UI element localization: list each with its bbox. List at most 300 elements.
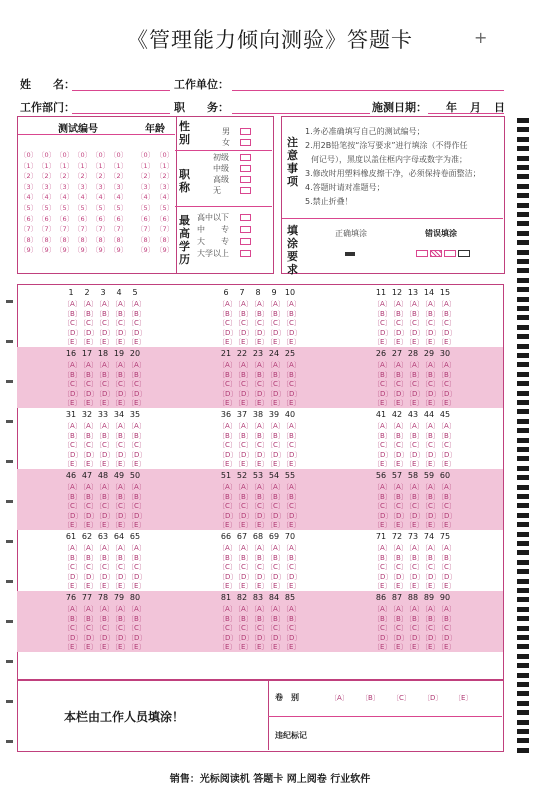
answer-bubble[interactable]: 〔B〕 (266, 492, 285, 501)
id-digit-bubble[interactable]: 〔8〕 (137, 235, 155, 244)
gender-male-box[interactable] (240, 128, 251, 135)
answer-bubble[interactable]: 〔C〕 (282, 624, 301, 633)
answer-bubble[interactable]: 〔A〕 (127, 361, 146, 369)
id-digit-bubble[interactable]: 〔6〕 (137, 214, 155, 223)
answer-bubble[interactable]: 〔B〕 (437, 431, 456, 440)
id-digit-bubble[interactable]: 〔3〕 (20, 182, 38, 191)
answer-bubble[interactable]: 〔C〕 (234, 563, 253, 572)
answer-bubble[interactable]: 〔D〕 (111, 633, 131, 642)
answer-bubble[interactable]: 〔C〕 (63, 380, 82, 389)
answer-bubble[interactable]: 〔D〕 (250, 572, 270, 581)
answer-bubble[interactable]: 〔C〕 (389, 380, 408, 389)
answer-bubble[interactable]: 〔E〕 (282, 338, 301, 347)
answer-bubble[interactable]: 〔A〕 (266, 605, 285, 613)
gender-female-box[interactable] (240, 139, 251, 146)
id-digit-bubble[interactable]: 〔9〕 (74, 246, 92, 255)
answer-bubble[interactable]: 〔B〕 (218, 309, 237, 318)
answer-bubble[interactable]: 〔C〕 (234, 502, 253, 511)
answer-bubble[interactable]: 〔C〕 (111, 502, 130, 511)
answer-bubble[interactable]: 〔C〕 (250, 502, 269, 511)
id-digit-bubble[interactable]: 〔1〕 (110, 161, 128, 170)
answer-bubble[interactable]: 〔A〕 (282, 544, 301, 552)
answer-bubble[interactable]: 〔B〕 (389, 553, 408, 562)
answer-bubble[interactable]: 〔D〕 (389, 572, 409, 581)
answer-bubble[interactable]: 〔C〕 (389, 563, 408, 572)
answer-bubble[interactable]: 〔D〕 (234, 328, 254, 337)
employer-field[interactable] (232, 90, 504, 91)
answer-bubble[interactable]: 〔C〕 (79, 563, 98, 572)
answer-bubble[interactable]: 〔C〕 (63, 441, 82, 450)
title-rank-box-3[interactable] (240, 176, 251, 183)
answer-bubble[interactable]: 〔E〕 (389, 399, 408, 408)
answer-bubble[interactable]: 〔D〕 (79, 328, 99, 337)
id-digit-bubble[interactable]: 〔2〕 (38, 172, 56, 181)
id-digit-bubble[interactable]: 〔2〕 (56, 172, 74, 181)
id-digit-bubble[interactable]: 〔4〕 (156, 193, 174, 202)
id-digit-bubble[interactable]: 〔7〕 (20, 225, 38, 234)
answer-bubble[interactable]: 〔D〕 (405, 633, 425, 642)
answer-bubble[interactable]: 〔B〕 (111, 370, 130, 379)
answer-bubble[interactable]: 〔B〕 (111, 614, 130, 623)
answer-bubble[interactable]: 〔D〕 (234, 389, 254, 398)
answer-bubble[interactable]: 〔D〕 (421, 511, 441, 520)
id-digit-bubble[interactable]: 〔1〕 (56, 161, 74, 170)
answer-bubble[interactable]: 〔D〕 (234, 572, 254, 581)
answer-bubble[interactable]: 〔D〕 (282, 450, 302, 459)
answer-bubble[interactable]: 〔C〕 (95, 441, 114, 450)
answer-bubble[interactable]: 〔D〕 (63, 389, 83, 398)
answer-bubble[interactable]: 〔E〕 (437, 643, 456, 652)
answer-bubble[interactable]: 〔E〕 (282, 643, 301, 652)
answer-bubble[interactable]: 〔C〕 (111, 441, 130, 450)
answer-bubble[interactable]: 〔D〕 (63, 511, 83, 520)
id-digit-bubble[interactable]: 〔4〕 (74, 193, 92, 202)
answer-bubble[interactable]: 〔D〕 (79, 450, 99, 459)
answer-bubble[interactable]: 〔C〕 (127, 441, 146, 450)
paper-option-bubble[interactable]: 〔E〕 (454, 694, 473, 702)
id-digit-bubble[interactable]: 〔2〕 (156, 172, 174, 181)
answer-bubble[interactable]: 〔B〕 (111, 309, 130, 318)
id-digit-bubble[interactable]: 〔9〕 (56, 246, 74, 255)
answer-bubble[interactable]: 〔C〕 (218, 502, 237, 511)
answer-bubble[interactable]: 〔C〕 (79, 380, 98, 389)
answer-bubble[interactable]: 〔A〕 (79, 361, 98, 369)
id-digit-bubble[interactable]: 〔1〕 (156, 161, 174, 170)
answer-bubble[interactable]: 〔D〕 (111, 450, 131, 459)
answer-bubble[interactable]: 〔B〕 (282, 553, 301, 562)
answer-bubble[interactable]: 〔A〕 (389, 300, 408, 308)
answer-bubble[interactable]: 〔A〕 (79, 605, 98, 613)
answer-bubble[interactable]: 〔B〕 (79, 614, 98, 623)
answer-bubble[interactable]: 〔E〕 (389, 521, 408, 530)
answer-bubble[interactable]: 〔D〕 (266, 389, 286, 398)
id-digit-bubble[interactable]: 〔6〕 (20, 214, 38, 223)
answer-bubble[interactable]: 〔E〕 (95, 643, 114, 652)
answer-bubble[interactable]: 〔B〕 (95, 553, 114, 562)
answer-bubble[interactable]: 〔E〕 (282, 521, 301, 530)
answer-bubble[interactable]: 〔C〕 (405, 319, 424, 328)
answer-bubble[interactable]: 〔C〕 (266, 563, 285, 572)
answer-bubble[interactable]: 〔D〕 (373, 511, 393, 520)
answer-bubble[interactable]: 〔D〕 (218, 450, 238, 459)
answer-bubble[interactable]: 〔A〕 (250, 422, 269, 430)
answer-bubble[interactable]: 〔E〕 (63, 521, 82, 530)
answer-bubble[interactable]: 〔D〕 (250, 633, 270, 642)
answer-bubble[interactable]: 〔E〕 (250, 399, 269, 408)
answer-bubble[interactable]: 〔D〕 (282, 572, 302, 581)
answer-bubble[interactable]: 〔A〕 (234, 300, 253, 308)
id-digit-bubble[interactable]: 〔0〕 (74, 151, 92, 159)
answer-bubble[interactable]: 〔E〕 (95, 338, 114, 347)
answer-bubble[interactable]: 〔D〕 (127, 572, 147, 581)
answer-bubble[interactable]: 〔D〕 (95, 633, 115, 642)
answer-bubble[interactable]: 〔C〕 (373, 441, 392, 450)
id-digit-bubble[interactable]: 〔1〕 (38, 161, 56, 170)
answer-bubble[interactable]: 〔E〕 (250, 460, 269, 469)
answer-bubble[interactable]: 〔E〕 (95, 460, 114, 469)
answer-bubble[interactable]: 〔B〕 (95, 309, 114, 318)
answer-bubble[interactable]: 〔D〕 (389, 389, 409, 398)
answer-bubble[interactable]: 〔D〕 (405, 450, 425, 459)
id-digit-bubble[interactable]: 〔8〕 (38, 235, 56, 244)
answer-bubble[interactable]: 〔E〕 (127, 521, 146, 530)
id-digit-bubble[interactable]: 〔7〕 (74, 225, 92, 234)
gender-option-female[interactable]: 女 (222, 138, 230, 147)
answer-bubble[interactable]: 〔C〕 (421, 563, 440, 572)
id-digit-bubble[interactable]: 〔3〕 (92, 182, 110, 191)
answer-bubble[interactable]: 〔C〕 (405, 563, 424, 572)
answer-bubble[interactable]: 〔B〕 (437, 492, 456, 501)
answer-bubble[interactable]: 〔A〕 (405, 483, 424, 491)
answer-bubble[interactable]: 〔E〕 (373, 460, 392, 469)
answer-bubble[interactable]: 〔E〕 (234, 521, 253, 530)
answer-bubble[interactable]: 〔C〕 (79, 624, 98, 633)
answer-bubble[interactable]: 〔A〕 (250, 544, 269, 552)
answer-bubble[interactable]: 〔E〕 (95, 399, 114, 408)
id-digit-bubble[interactable]: 〔0〕 (92, 151, 110, 159)
answer-bubble[interactable]: 〔B〕 (389, 309, 408, 318)
answer-bubble[interactable]: 〔E〕 (250, 582, 269, 591)
answer-bubble[interactable]: 〔D〕 (95, 572, 115, 581)
answer-bubble[interactable]: 〔B〕 (95, 614, 114, 623)
answer-bubble[interactable]: 〔A〕 (282, 422, 301, 430)
id-digit-bubble[interactable]: 〔0〕 (156, 151, 174, 159)
title-rank-box-4[interactable] (240, 187, 251, 194)
answer-bubble[interactable]: 〔A〕 (282, 300, 301, 308)
answer-bubble[interactable]: 〔B〕 (79, 309, 98, 318)
answer-bubble[interactable]: 〔B〕 (79, 492, 98, 501)
answer-bubble[interactable]: 〔A〕 (63, 361, 82, 369)
answer-bubble[interactable]: 〔D〕 (437, 450, 457, 459)
answer-bubble[interactable]: 〔B〕 (63, 309, 82, 318)
answer-bubble[interactable]: 〔A〕 (250, 361, 269, 369)
answer-bubble[interactable]: 〔E〕 (405, 521, 424, 530)
id-digit-bubble[interactable]: 〔5〕 (74, 203, 92, 212)
answer-bubble[interactable]: 〔A〕 (95, 544, 114, 552)
answer-bubble[interactable]: 〔D〕 (218, 328, 238, 337)
answer-bubble[interactable]: 〔B〕 (405, 370, 424, 379)
name-field[interactable] (72, 90, 170, 91)
answer-bubble[interactable]: 〔D〕 (405, 511, 425, 520)
answer-bubble[interactable]: 〔C〕 (389, 502, 408, 511)
id-digit-bubble[interactable]: 〔6〕 (56, 214, 74, 223)
id-digit-bubble[interactable]: 〔2〕 (110, 172, 128, 181)
answer-bubble[interactable]: 〔D〕 (79, 633, 99, 642)
id-digit-bubble[interactable]: 〔8〕 (20, 235, 38, 244)
id-digit-bubble[interactable]: 〔4〕 (20, 193, 38, 202)
answer-bubble[interactable]: 〔B〕 (250, 553, 269, 562)
answer-bubble[interactable]: 〔C〕 (282, 441, 301, 450)
answer-bubble[interactable]: 〔C〕 (250, 319, 269, 328)
answer-bubble[interactable]: 〔D〕 (373, 450, 393, 459)
answer-bubble[interactable]: 〔B〕 (234, 553, 253, 562)
answer-bubble[interactable]: 〔E〕 (421, 521, 440, 530)
answer-bubble[interactable]: 〔C〕 (282, 319, 301, 328)
answer-bubble[interactable]: 〔A〕 (79, 422, 98, 430)
answer-bubble[interactable]: 〔D〕 (421, 633, 441, 642)
answer-bubble[interactable]: 〔B〕 (282, 431, 301, 440)
answer-bubble[interactable]: 〔D〕 (421, 572, 441, 581)
answer-bubble[interactable]: 〔B〕 (266, 614, 285, 623)
answer-bubble[interactable]: 〔B〕 (373, 614, 392, 623)
id-digit-bubble[interactable]: 〔3〕 (74, 182, 92, 191)
answer-bubble[interactable]: 〔B〕 (421, 553, 440, 562)
answer-bubble[interactable]: 〔A〕 (266, 422, 285, 430)
id-digit-bubble[interactable]: 〔9〕 (92, 246, 110, 255)
position-field[interactable] (232, 113, 370, 114)
answer-bubble[interactable]: 〔D〕 (111, 389, 131, 398)
answer-bubble[interactable]: 〔E〕 (218, 521, 237, 530)
answer-bubble[interactable]: 〔A〕 (405, 300, 424, 308)
answer-bubble[interactable]: 〔C〕 (421, 624, 440, 633)
answer-bubble[interactable]: 〔A〕 (389, 361, 408, 369)
answer-bubble[interactable]: 〔C〕 (266, 441, 285, 450)
answer-bubble[interactable]: 〔E〕 (111, 338, 130, 347)
answer-bubble[interactable]: 〔D〕 (421, 389, 441, 398)
answer-bubble[interactable]: 〔B〕 (218, 614, 237, 623)
answer-bubble[interactable]: 〔E〕 (266, 460, 285, 469)
answer-bubble[interactable]: 〔E〕 (79, 399, 98, 408)
answer-bubble[interactable]: 〔A〕 (127, 483, 146, 491)
answer-bubble[interactable]: 〔B〕 (389, 492, 408, 501)
answer-bubble[interactable]: 〔E〕 (127, 399, 146, 408)
answer-bubble[interactable]: 〔E〕 (218, 582, 237, 591)
answer-bubble[interactable]: 〔E〕 (405, 460, 424, 469)
answer-bubble[interactable]: 〔E〕 (234, 338, 253, 347)
answer-bubble[interactable]: 〔C〕 (282, 380, 301, 389)
answer-bubble[interactable]: 〔D〕 (437, 511, 457, 520)
answer-bubble[interactable]: 〔B〕 (79, 370, 98, 379)
answer-bubble[interactable]: 〔C〕 (405, 441, 424, 450)
answer-bubble[interactable]: 〔B〕 (373, 309, 392, 318)
answer-bubble[interactable]: 〔D〕 (218, 511, 238, 520)
answer-bubble[interactable]: 〔D〕 (234, 633, 254, 642)
answer-bubble[interactable]: 〔D〕 (389, 633, 409, 642)
answer-bubble[interactable]: 〔B〕 (250, 431, 269, 440)
answer-bubble[interactable]: 〔C〕 (63, 502, 82, 511)
answer-bubble[interactable]: 〔E〕 (63, 582, 82, 591)
answer-bubble[interactable]: 〔C〕 (389, 319, 408, 328)
answer-bubble[interactable]: 〔D〕 (234, 450, 254, 459)
answer-bubble[interactable]: 〔C〕 (127, 319, 146, 328)
education-option-2[interactable]: 中 专 (197, 225, 229, 234)
id-digit-bubble[interactable]: 〔6〕 (110, 214, 128, 223)
answer-bubble[interactable]: 〔A〕 (127, 300, 146, 308)
answer-bubble[interactable]: 〔E〕 (79, 338, 98, 347)
answer-bubble[interactable]: 〔E〕 (250, 521, 269, 530)
answer-bubble[interactable]: 〔D〕 (282, 633, 302, 642)
answer-bubble[interactable]: 〔A〕 (111, 544, 130, 552)
answer-bubble[interactable]: 〔E〕 (127, 460, 146, 469)
answer-bubble[interactable]: 〔B〕 (282, 309, 301, 318)
answer-bubble[interactable]: 〔E〕 (405, 582, 424, 591)
answer-bubble[interactable]: 〔A〕 (266, 300, 285, 308)
answer-bubble[interactable]: 〔E〕 (437, 460, 456, 469)
answer-bubble[interactable]: 〔E〕 (111, 460, 130, 469)
answer-bubble[interactable]: 〔C〕 (111, 624, 130, 633)
answer-bubble[interactable]: 〔B〕 (111, 492, 130, 501)
answer-bubble[interactable]: 〔C〕 (373, 624, 392, 633)
answer-bubble[interactable]: 〔A〕 (405, 605, 424, 613)
answer-bubble[interactable]: 〔E〕 (389, 338, 408, 347)
id-digit-bubble[interactable]: 〔5〕 (110, 203, 128, 212)
answer-bubble[interactable]: 〔D〕 (63, 450, 83, 459)
answer-bubble[interactable]: 〔A〕 (421, 483, 440, 491)
answer-bubble[interactable]: 〔A〕 (79, 300, 98, 308)
gender-option-male[interactable]: 男 (222, 127, 230, 136)
answer-bubble[interactable]: 〔B〕 (95, 431, 114, 440)
answer-bubble[interactable]: 〔A〕 (437, 544, 456, 552)
answer-bubble[interactable]: 〔D〕 (389, 450, 409, 459)
answer-bubble[interactable]: 〔A〕 (405, 361, 424, 369)
answer-bubble[interactable]: 〔A〕 (234, 483, 253, 491)
id-digit-bubble[interactable]: 〔0〕 (20, 151, 38, 159)
answer-bubble[interactable]: 〔B〕 (405, 431, 424, 440)
answer-bubble[interactable]: 〔B〕 (79, 431, 98, 440)
answer-bubble[interactable]: 〔C〕 (250, 563, 269, 572)
answer-bubble[interactable]: 〔E〕 (63, 399, 82, 408)
id-digit-bubble[interactable]: 〔2〕 (20, 172, 38, 181)
answer-bubble[interactable]: 〔E〕 (373, 399, 392, 408)
answer-bubble[interactable]: 〔D〕 (405, 389, 425, 398)
answer-bubble[interactable]: 〔A〕 (250, 483, 269, 491)
answer-bubble[interactable]: 〔A〕 (266, 361, 285, 369)
answer-bubble[interactable]: 〔B〕 (389, 370, 408, 379)
answer-bubble[interactable]: 〔D〕 (421, 450, 441, 459)
title-rank-option-1[interactable]: 初级 (213, 153, 229, 162)
id-digit-bubble[interactable]: 〔8〕 (92, 235, 110, 244)
id-digit-bubble[interactable]: 〔4〕 (92, 193, 110, 202)
answer-bubble[interactable]: 〔B〕 (111, 431, 130, 440)
id-digit-bubble[interactable]: 〔7〕 (110, 225, 128, 234)
answer-bubble[interactable]: 〔B〕 (234, 309, 253, 318)
answer-bubble[interactable]: 〔B〕 (405, 309, 424, 318)
id-digit-bubble[interactable]: 〔4〕 (38, 193, 56, 202)
answer-bubble[interactable]: 〔E〕 (405, 338, 424, 347)
answer-bubble[interactable]: 〔A〕 (79, 483, 98, 491)
answer-bubble[interactable]: 〔B〕 (95, 492, 114, 501)
answer-bubble[interactable]: 〔E〕 (405, 399, 424, 408)
answer-bubble[interactable]: 〔D〕 (389, 328, 409, 337)
answer-bubble[interactable]: 〔B〕 (127, 309, 146, 318)
answer-bubble[interactable]: 〔C〕 (218, 319, 237, 328)
answer-bubble[interactable]: 〔A〕 (389, 422, 408, 430)
answer-bubble[interactable]: 〔D〕 (266, 328, 286, 337)
answer-bubble[interactable]: 〔D〕 (266, 572, 286, 581)
answer-bubble[interactable]: 〔C〕 (218, 380, 237, 389)
answer-bubble[interactable]: 〔E〕 (250, 338, 269, 347)
answer-bubble[interactable]: 〔B〕 (266, 370, 285, 379)
answer-bubble[interactable]: 〔A〕 (373, 483, 392, 491)
answer-bubble[interactable]: 〔D〕 (79, 572, 99, 581)
answer-bubble[interactable]: 〔C〕 (234, 380, 253, 389)
answer-bubble[interactable]: 〔A〕 (250, 605, 269, 613)
id-digit-bubble[interactable]: 〔7〕 (137, 225, 155, 234)
id-digit-bubble[interactable]: 〔6〕 (74, 214, 92, 223)
answer-bubble[interactable]: 〔C〕 (373, 319, 392, 328)
answer-bubble[interactable]: 〔C〕 (79, 502, 98, 511)
answer-bubble[interactable]: 〔B〕 (266, 431, 285, 440)
paper-option-bubble[interactable]: 〔C〕 (392, 694, 411, 702)
id-digit-bubble[interactable]: 〔0〕 (137, 151, 155, 159)
answer-bubble[interactable]: 〔B〕 (218, 370, 237, 379)
answer-bubble[interactable]: 〔B〕 (111, 553, 130, 562)
answer-bubble[interactable]: 〔C〕 (63, 319, 82, 328)
answer-bubble[interactable]: 〔C〕 (79, 319, 98, 328)
answer-bubble[interactable]: 〔B〕 (405, 614, 424, 623)
answer-bubble[interactable]: 〔B〕 (373, 492, 392, 501)
id-digit-bubble[interactable]: 〔2〕 (92, 172, 110, 181)
answer-bubble[interactable]: 〔E〕 (421, 582, 440, 591)
answer-bubble[interactable]: 〔E〕 (250, 643, 269, 652)
answer-bubble[interactable]: 〔A〕 (63, 483, 82, 491)
answer-bubble[interactable]: 〔A〕 (266, 483, 285, 491)
answer-bubble[interactable]: 〔B〕 (234, 431, 253, 440)
answer-bubble[interactable]: 〔A〕 (250, 300, 269, 308)
answer-bubble[interactable]: 〔A〕 (282, 483, 301, 491)
answer-bubble[interactable]: 〔A〕 (373, 544, 392, 552)
id-digit-bubble[interactable]: 〔3〕 (137, 182, 155, 191)
answer-bubble[interactable]: 〔A〕 (218, 361, 237, 369)
answer-bubble[interactable]: 〔B〕 (127, 492, 146, 501)
answer-bubble[interactable]: 〔C〕 (437, 502, 456, 511)
answer-bubble[interactable]: 〔A〕 (63, 605, 82, 613)
answer-bubble[interactable]: 〔D〕 (127, 389, 147, 398)
answer-bubble[interactable]: 〔D〕 (63, 328, 83, 337)
answer-bubble[interactable]: 〔A〕 (127, 422, 146, 430)
title-rank-box-1[interactable] (240, 154, 251, 161)
answer-bubble[interactable]: 〔A〕 (63, 300, 82, 308)
answer-bubble[interactable]: 〔D〕 (234, 511, 254, 520)
answer-bubble[interactable]: 〔A〕 (63, 544, 82, 552)
answer-bubble[interactable]: 〔E〕 (437, 399, 456, 408)
answer-bubble[interactable]: 〔C〕 (421, 319, 440, 328)
answer-bubble[interactable]: 〔E〕 (111, 582, 130, 591)
id-digit-bubble[interactable]: 〔2〕 (74, 172, 92, 181)
id-digit-bubble[interactable]: 〔9〕 (20, 246, 38, 255)
answer-bubble[interactable]: 〔E〕 (234, 460, 253, 469)
answer-bubble[interactable]: 〔D〕 (111, 328, 131, 337)
answer-bubble[interactable]: 〔B〕 (234, 492, 253, 501)
answer-bubble[interactable]: 〔D〕 (250, 511, 270, 520)
id-digit-bubble[interactable]: 〔3〕 (38, 182, 56, 191)
answer-bubble[interactable]: 〔D〕 (127, 328, 147, 337)
answer-bubble[interactable]: 〔C〕 (266, 624, 285, 633)
answer-bubble[interactable]: 〔B〕 (421, 309, 440, 318)
answer-bubble[interactable]: 〔B〕 (63, 553, 82, 562)
answer-bubble[interactable]: 〔E〕 (266, 582, 285, 591)
answer-bubble[interactable]: 〔D〕 (218, 572, 238, 581)
